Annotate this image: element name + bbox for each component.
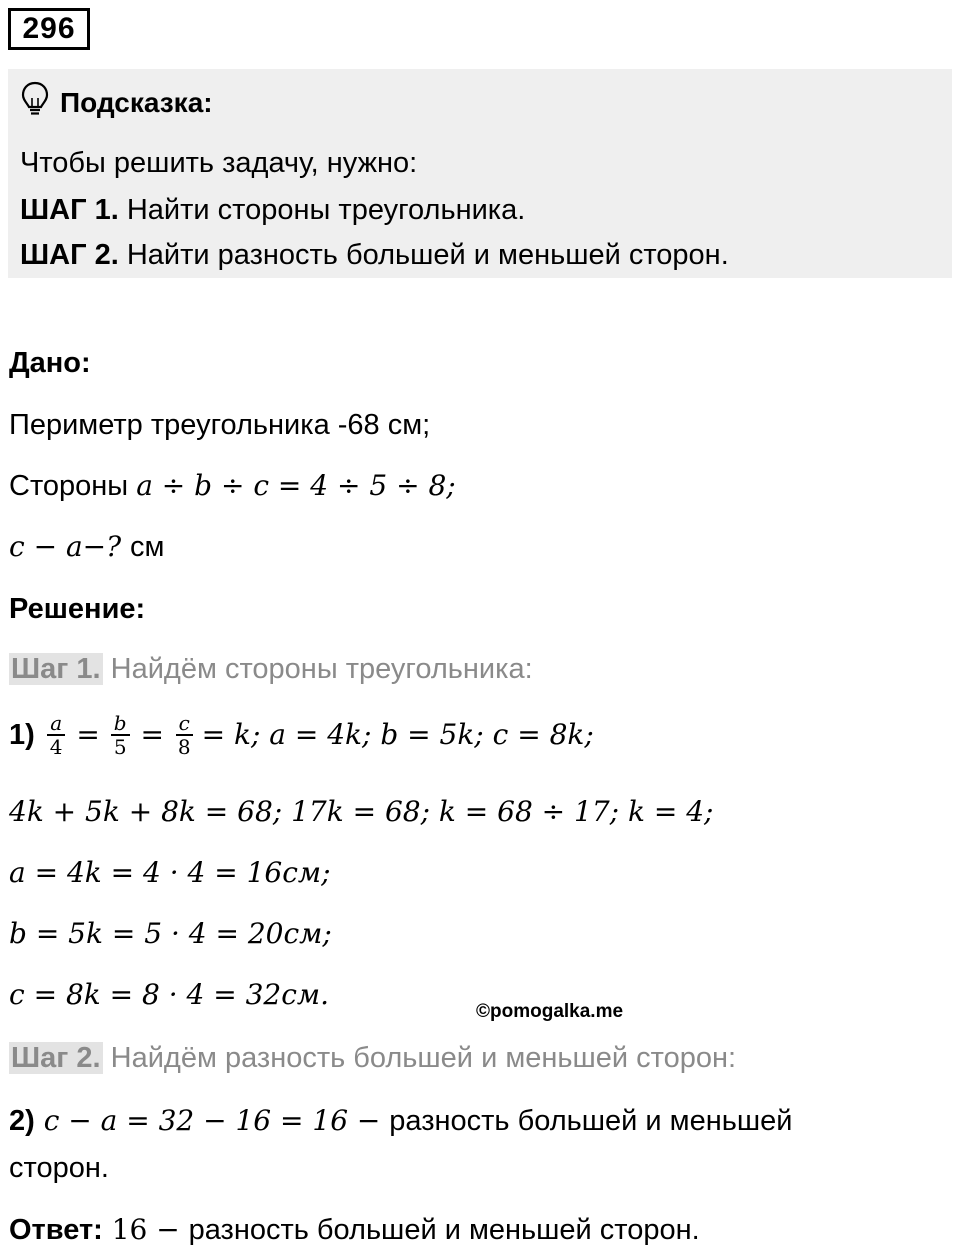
answer-line [9, 1210, 700, 1250]
lightbulb-icon [20, 80, 50, 125]
hint-step-1 [20, 190, 525, 230]
solution-line-4: b = 5k = 5 · 4 = 20см; [9, 917, 332, 950]
given-sides-math: a ÷ b ÷ c = 4 ÷ 5 ÷ 8; [136, 469, 456, 502]
given-question-unit: см [130, 531, 165, 563]
hint-title [20, 80, 213, 125]
answer-text: разность большей и меньшей сторон. [188, 1214, 700, 1246]
fraction-c-over-8: $\frac{c}{8}$ [175, 712, 194, 758]
hint-intro: Чтобы решить задачу, нужно: [20, 147, 418, 179]
solution-line-5: c = 8k = 8 · 4 = 32см. [9, 978, 330, 1011]
answer-label: Ответ: [9, 1214, 103, 1246]
answer-math: 16 − [102, 1213, 189, 1246]
problem-number: 296 [8, 8, 90, 50]
step-1-tag: Шаг 1. [11, 653, 101, 685]
hint-step-2-text: Найти разность большей и меньшей сторон. [118, 239, 729, 271]
solution-heading: Решение: [9, 593, 146, 625]
solution-line-6 [9, 1101, 792, 1141]
given-question-math: c − a−? [9, 530, 131, 563]
fraction-a-over-4: $\frac{a}{4}$ [47, 712, 66, 758]
step-2-text: Найдём разность большей и меньшей сторон: [102, 1042, 737, 1074]
line-6-text-a: разность большей и меньшей [389, 1105, 793, 1137]
given-sides [9, 466, 456, 506]
hint-step-1-text: Найти стороны треугольника. [118, 194, 526, 226]
given-heading: Дано: [9, 347, 91, 379]
given-perimeter: Периметр треугольника -68 см; [9, 409, 431, 441]
solution-line-2: 4k + 5k + 8k = 68; 17k = 68; k = 68 ÷ 17; k = 4; [9, 795, 714, 828]
step-2-tag: Шаг 2. [11, 1042, 101, 1074]
hint-step-2-label: ШАГ 2. [20, 239, 119, 271]
line-6-text-b: сторон. [9, 1152, 109, 1184]
solution-step-2 [9, 1038, 736, 1078]
line-6-math: c − a = 32 − 16 = 16 − [34, 1104, 390, 1137]
line-6-label: 2) [9, 1105, 35, 1137]
hint-title-text: Подсказка: [60, 86, 213, 118]
line-1-label: 1) [9, 719, 35, 751]
solution-line-3: a = 4k = 4 · 4 = 16см; [9, 856, 331, 889]
solution-line-1: 1) $\frac{a}{4}$ = $\frac{b}{5}$ = $\frac{c}{8}$ = k; a = 4k; b = 5k; c = 8k; [9, 711, 594, 759]
hint-step-1-label: ШАГ 1. [20, 194, 119, 226]
line-1-tail: = k; a = 4k; b = 5k; c = 8k; [201, 718, 594, 751]
fraction-b-over-5: $\frac{b}{5}$ [111, 712, 130, 758]
solution-step-1 [9, 649, 533, 689]
step-1-text: Найдём стороны треугольника: [102, 653, 533, 685]
watermark: ©pomogalka.me [476, 1001, 624, 1022]
hint-step-2 [20, 235, 729, 275]
given-question [9, 527, 164, 567]
given-sides-prefix: Стороны [9, 470, 137, 502]
